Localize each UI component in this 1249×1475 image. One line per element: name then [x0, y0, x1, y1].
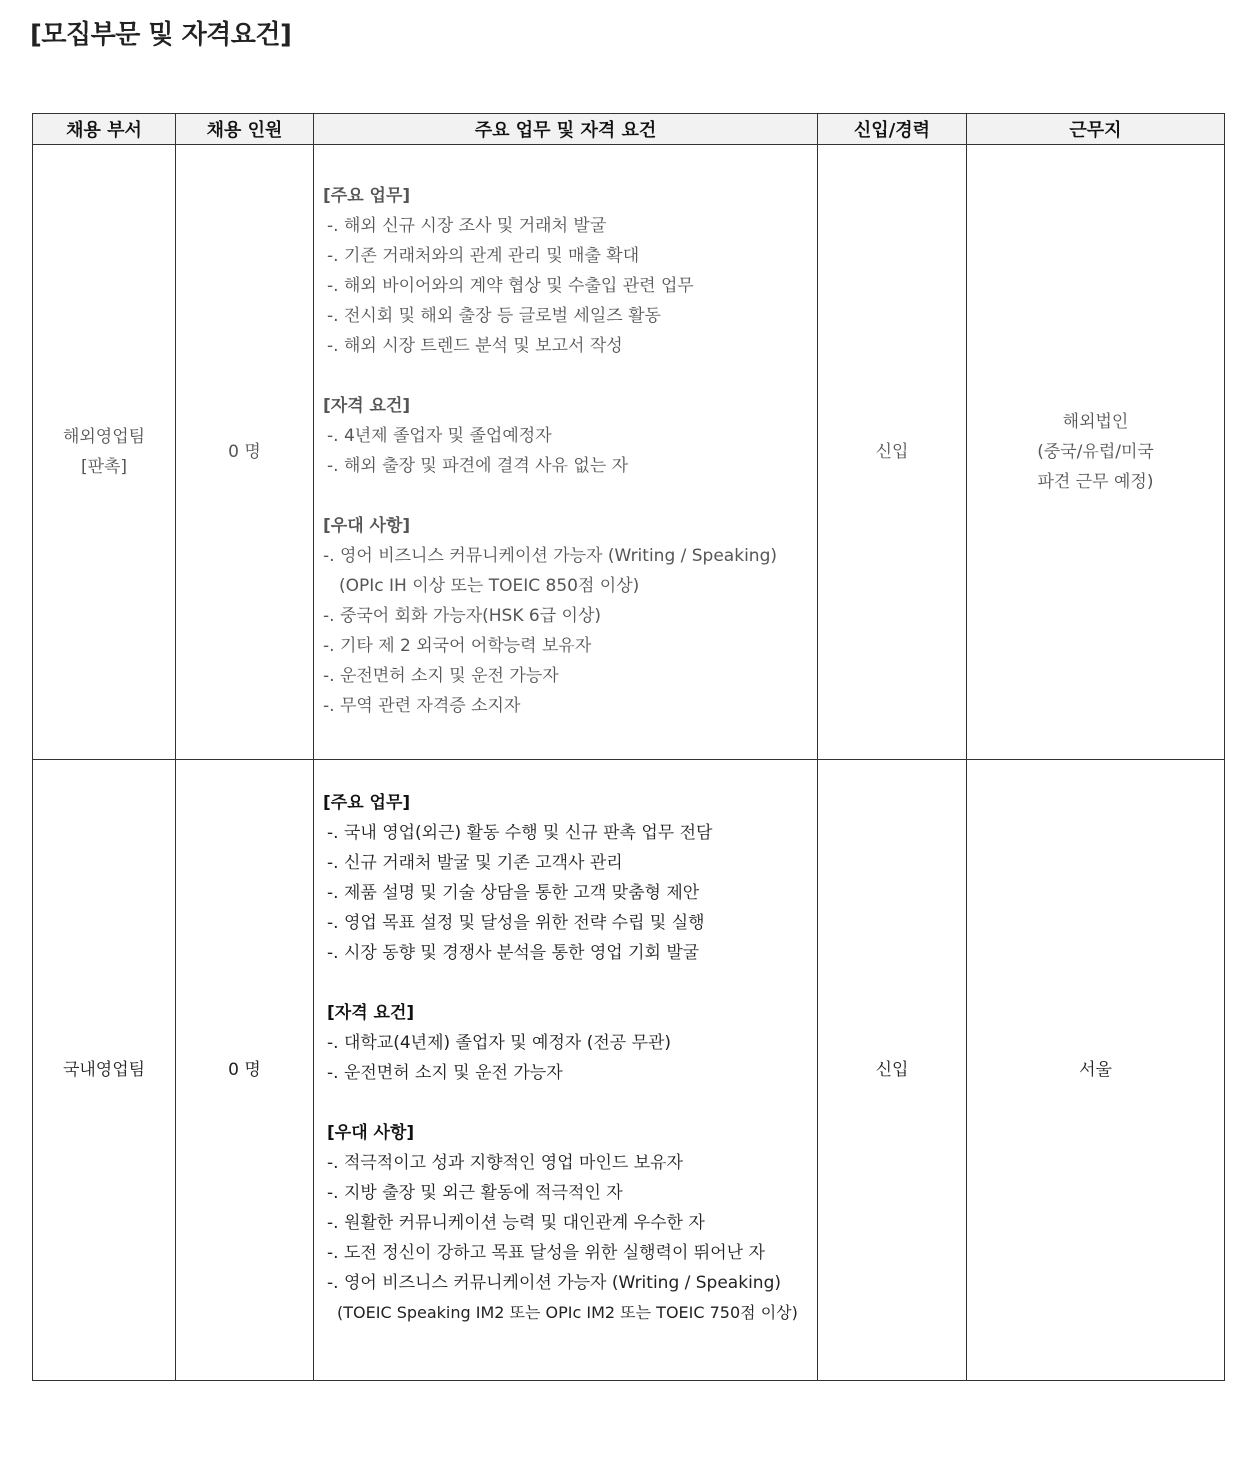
section-title-preferred: [우대 사항] — [327, 1123, 415, 1143]
section-title-preferred: [우대 사항] — [323, 516, 411, 536]
page-title: [모집부문 및 자격요건] — [30, 20, 292, 50]
location-cell — [967, 145, 1225, 760]
list-item: -. 기타 제 2 외국어 어학능력 보유자 — [323, 636, 592, 656]
list-item: -. 해외 신규 시장 조사 및 거래처 발굴 — [327, 216, 607, 236]
list-item: -. 국내 영업(외근) 활동 수행 및 신규 판촉 업무 전담 — [327, 823, 713, 843]
list-item: -. 시장 동향 및 경쟁사 분석을 통한 영업 기회 발굴 — [327, 943, 700, 963]
location-line: (중국/유럽/미국 — [1037, 442, 1154, 462]
list-item: (OPIc IH 이상 또는 TOEIC 850점 이상) — [339, 576, 640, 596]
list-item: -. 제품 설명 및 기술 상담을 통한 고객 맞춤형 제안 — [327, 883, 700, 903]
list-item: (TOEIC Speaking IM2 또는 OPIc IM2 또는 TOEIC 750점 이상) — [337, 1303, 798, 1322]
section-title-duties: [주요 업무] — [323, 793, 411, 813]
header-career: 신입/경력 — [818, 114, 967, 145]
list-item: -. 운전면허 소지 및 운전 가능자 — [327, 1063, 563, 1083]
table-row — [33, 145, 1225, 760]
list-item: -. 기존 거래처와의 관계 관리 및 매출 확대 — [327, 246, 640, 266]
recruitment-table — [32, 113, 1225, 1381]
list-item: -. 중국어 회화 가능자(HSK 6급 이상) — [323, 606, 602, 626]
list-item: -. 4년제 졸업자 및 졸업예정자 — [327, 426, 552, 446]
section-title-qualifications: [자격 요건] — [323, 396, 411, 416]
header-duties: 주요 업무 및 자격 요건 — [314, 114, 818, 145]
department-name: 국내영업팀 — [62, 1060, 146, 1080]
list-item: -. 영어 비즈니스 커뮤니케이션 가능자 (Writing / Speaking) — [323, 546, 777, 566]
header-headcount: 채용 인원 — [176, 114, 314, 145]
location-line: 파견 근무 예정) — [1037, 472, 1154, 492]
list-item: -. 신규 거래처 발굴 및 기존 고객사 관리 — [327, 853, 623, 873]
section-title-qualifications: [자격 요건] — [327, 1003, 415, 1023]
headcount-cell: 0 명 — [176, 760, 314, 1381]
department-cell — [33, 760, 176, 1381]
department-cell — [33, 145, 176, 760]
headcount-cell: 0 명 — [176, 145, 314, 760]
header-location: 근무지 — [967, 114, 1225, 145]
career-cell: 신입 — [818, 760, 967, 1381]
list-item: -. 영어 비즈니스 커뮤니케이션 가능자 (Writing / Speaking) — [327, 1273, 781, 1293]
table-header-row — [33, 114, 1225, 145]
section-title-duties: [주요 업무] — [323, 186, 411, 206]
career-cell: 신입 — [818, 145, 967, 760]
list-item: -. 운전면허 소지 및 운전 가능자 — [323, 666, 559, 686]
location-line: 해외법인 — [1062, 412, 1129, 432]
location-line: 서울 — [1079, 1060, 1112, 1080]
department-sub: [판촉] — [80, 457, 128, 477]
list-item: -. 무역 관련 자격증 소지자 — [323, 696, 521, 716]
list-item: -. 적극적이고 성과 지향적인 영업 마인드 보유자 — [327, 1153, 683, 1173]
list-item: -. 해외 시장 트렌드 분석 및 보고서 작성 — [327, 336, 623, 356]
list-item: -. 해외 바이어와의 계약 협상 및 수출입 관련 업무 — [327, 276, 694, 296]
list-item: -. 지방 출장 및 외근 활동에 적극적인 자 — [327, 1183, 623, 1203]
list-item: -. 도전 정신이 강하고 목표 달성을 위한 실행력이 뛰어난 자 — [327, 1243, 765, 1263]
location-cell — [967, 760, 1225, 1381]
header-department: 채용 부서 — [33, 114, 176, 145]
list-item: -. 전시회 및 해외 출장 등 글로벌 세일즈 활동 — [327, 306, 661, 326]
list-item: -. 영업 목표 설정 및 달성을 위한 전략 수립 및 실행 — [327, 913, 705, 933]
list-item: -. 원활한 커뮤니케이션 능력 및 대인관계 우수한 자 — [327, 1213, 705, 1233]
list-item: -. 해외 출장 및 파견에 결격 사유 없는 자 — [327, 456, 629, 476]
table-row — [33, 760, 1225, 1381]
duties-cell — [314, 145, 818, 760]
department-name: 해외영업팀 — [62, 427, 146, 447]
list-item: -. 대학교(4년제) 졸업자 및 예정자 (전공 무관) — [327, 1033, 672, 1053]
duties-cell — [314, 760, 818, 1381]
